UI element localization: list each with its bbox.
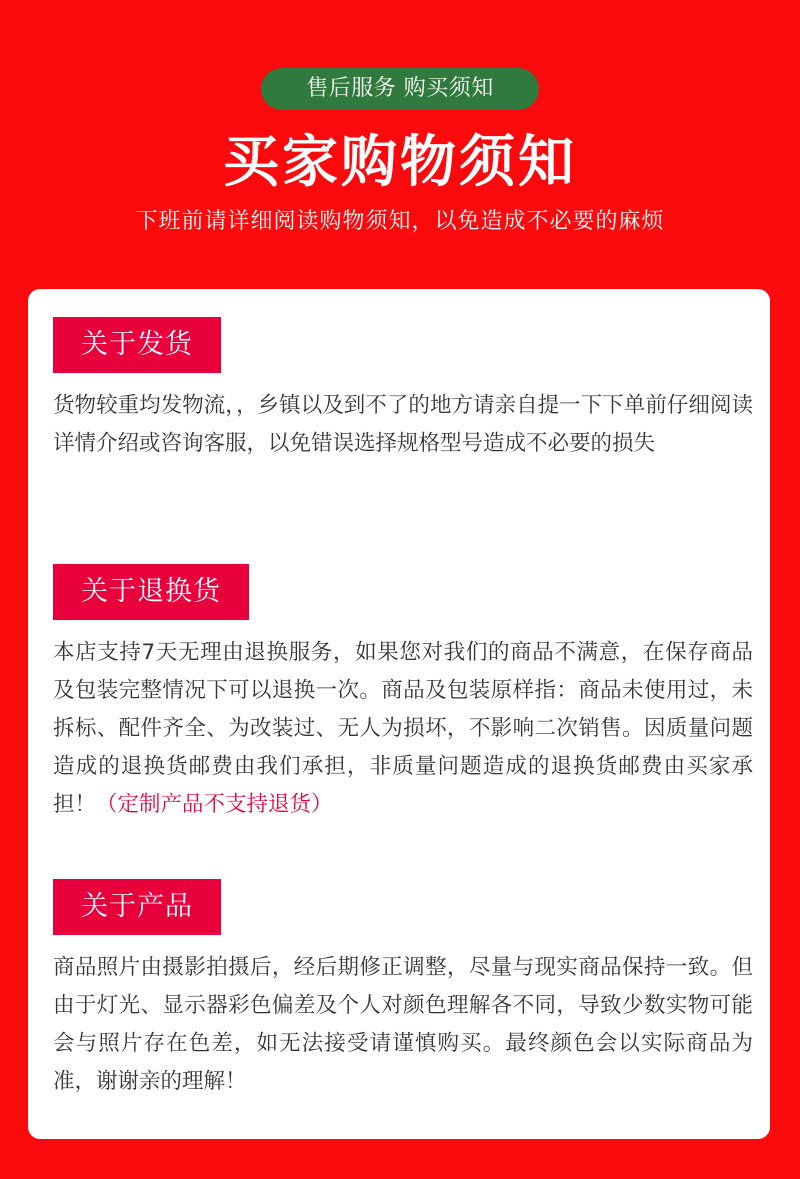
section-body-product: 商品照片由摄影拍摄后，经后期修正调整，尽量与现实商品保持一致。但由于灯光、显示器彩色偏差及个人对颜色理解各不同，导致少数实物可能会与照片存在色差，如无法接受请谨慎购买。最终颜色会以实际商品为准，谢谢亲的理解！ <box>53 955 753 1094</box>
section-body-returns <box>53 634 753 824</box>
page-title: 买家购物须知 <box>223 130 577 195</box>
returns-body-text: 本店支持7天无理由退换服务，如果您对我们的商品不满意，在保存商品及包装完整情况下可以退换一次。商品及包装原样指：商品未使用过，未拆标、配件齐全、为改装过、无人为损坏，不影响二次销售。因质量问题造成的退换货邮费由我们承担，非质量问题造成的退换货邮费由买家承担！ <box>53 640 753 817</box>
header-pill-badge: 售后服务 购买须知 <box>261 68 539 110</box>
section-returns <box>53 564 753 824</box>
section-body-shipping: 货物较重均发物流，，乡镇以及到不了的地方请亲自提一下下单前仔细阅读详情介绍或咨询客服，以免错误选择规格型号造成不必要的损失 <box>53 393 753 456</box>
section-product <box>53 879 753 1101</box>
returns-custom-note: （定制产品不支持退货） <box>96 792 333 817</box>
section-label-returns: 关于退换货 <box>53 564 249 620</box>
section-label-shipping: 关于发货 <box>53 317 221 373</box>
section-shipping <box>53 317 753 463</box>
section-label-product: 关于产品 <box>53 879 221 935</box>
notice-card <box>28 289 770 1139</box>
page-subtitle: 下班前请详细阅读购物须知，以免造成不必要的麻烦 <box>135 209 665 234</box>
